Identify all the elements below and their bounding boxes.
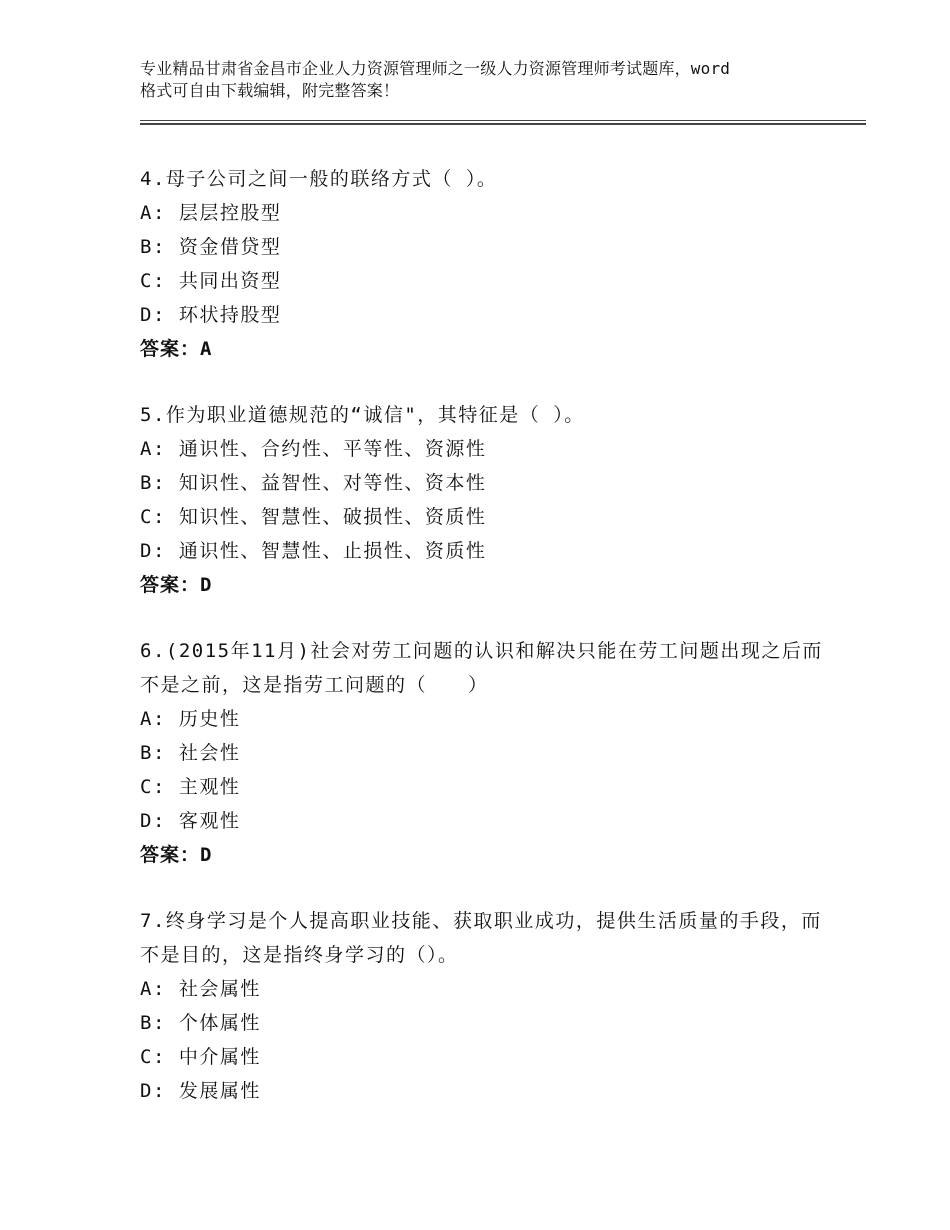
answer-value: A	[200, 338, 213, 360]
option-a: A: 层层控股型	[140, 202, 282, 224]
header-rule-thin	[140, 120, 866, 121]
option-c: C: 知识性、智慧性、破损性、资质性	[140, 506, 487, 528]
option-a: A: 社会属性	[140, 978, 261, 1000]
header-title-line-1: 专业精品甘肃省金昌市企业人力资源管理师之一级人力资源管理师考试题库，word	[140, 59, 731, 78]
answer-line	[140, 838, 830, 872]
question-list	[140, 162, 830, 1140]
option-b: B: 社会性	[140, 742, 241, 764]
option-a: A: 通识性、合约性、平等性、资源性	[140, 438, 487, 460]
answer-label: 答案：	[140, 574, 201, 596]
answer-label: 答案：	[140, 338, 201, 360]
option-b: B: 个体属性	[140, 1012, 261, 1034]
answer-line	[140, 568, 830, 602]
document-header	[140, 58, 840, 102]
answer-line	[140, 332, 830, 366]
question-text: 7.终身学习是个人提高职业技能、获取职业成功，提供生活质量的手段，而不是目的，这是指终身学习的（）。	[140, 910, 822, 966]
question-7	[140, 904, 830, 1108]
option-a: A: 历史性	[140, 708, 241, 730]
answer-value: D	[200, 574, 213, 596]
option-d: D: 环状持股型	[140, 304, 282, 326]
option-b: B: 资金借贷型	[140, 236, 282, 258]
answer-label: 答案：	[140, 844, 201, 866]
header-title-line-2: 格式可自由下载编辑，附完整答案！	[140, 81, 400, 100]
question-6	[140, 634, 830, 872]
question-5	[140, 398, 830, 602]
option-c: C: 共同出资型	[140, 270, 282, 292]
question-text: 4.母子公司之间一般的联络方式（ ）。	[140, 168, 498, 190]
option-c: C: 中介属性	[140, 1046, 261, 1068]
answer-value: D	[200, 844, 213, 866]
option-d: D: 发展属性	[140, 1080, 261, 1102]
option-d: D: 客观性	[140, 810, 241, 832]
option-b: B: 知识性、益智性、对等性、资本性	[140, 472, 487, 494]
option-c: C: 主观性	[140, 776, 241, 798]
option-d: D: 通识性、智慧性、止损性、资质性	[140, 540, 487, 562]
question-4	[140, 162, 830, 366]
question-text: 6.(2015年11月)社会对劳工问题的认识和解决只能在劳工问题出现之后而不是之前，这是指劳工问题的（ ）	[140, 640, 823, 696]
question-text: 5.作为职业道德规范的“诚信"，其特征是（ ）。	[140, 404, 585, 426]
header-rule-thick	[140, 123, 866, 125]
